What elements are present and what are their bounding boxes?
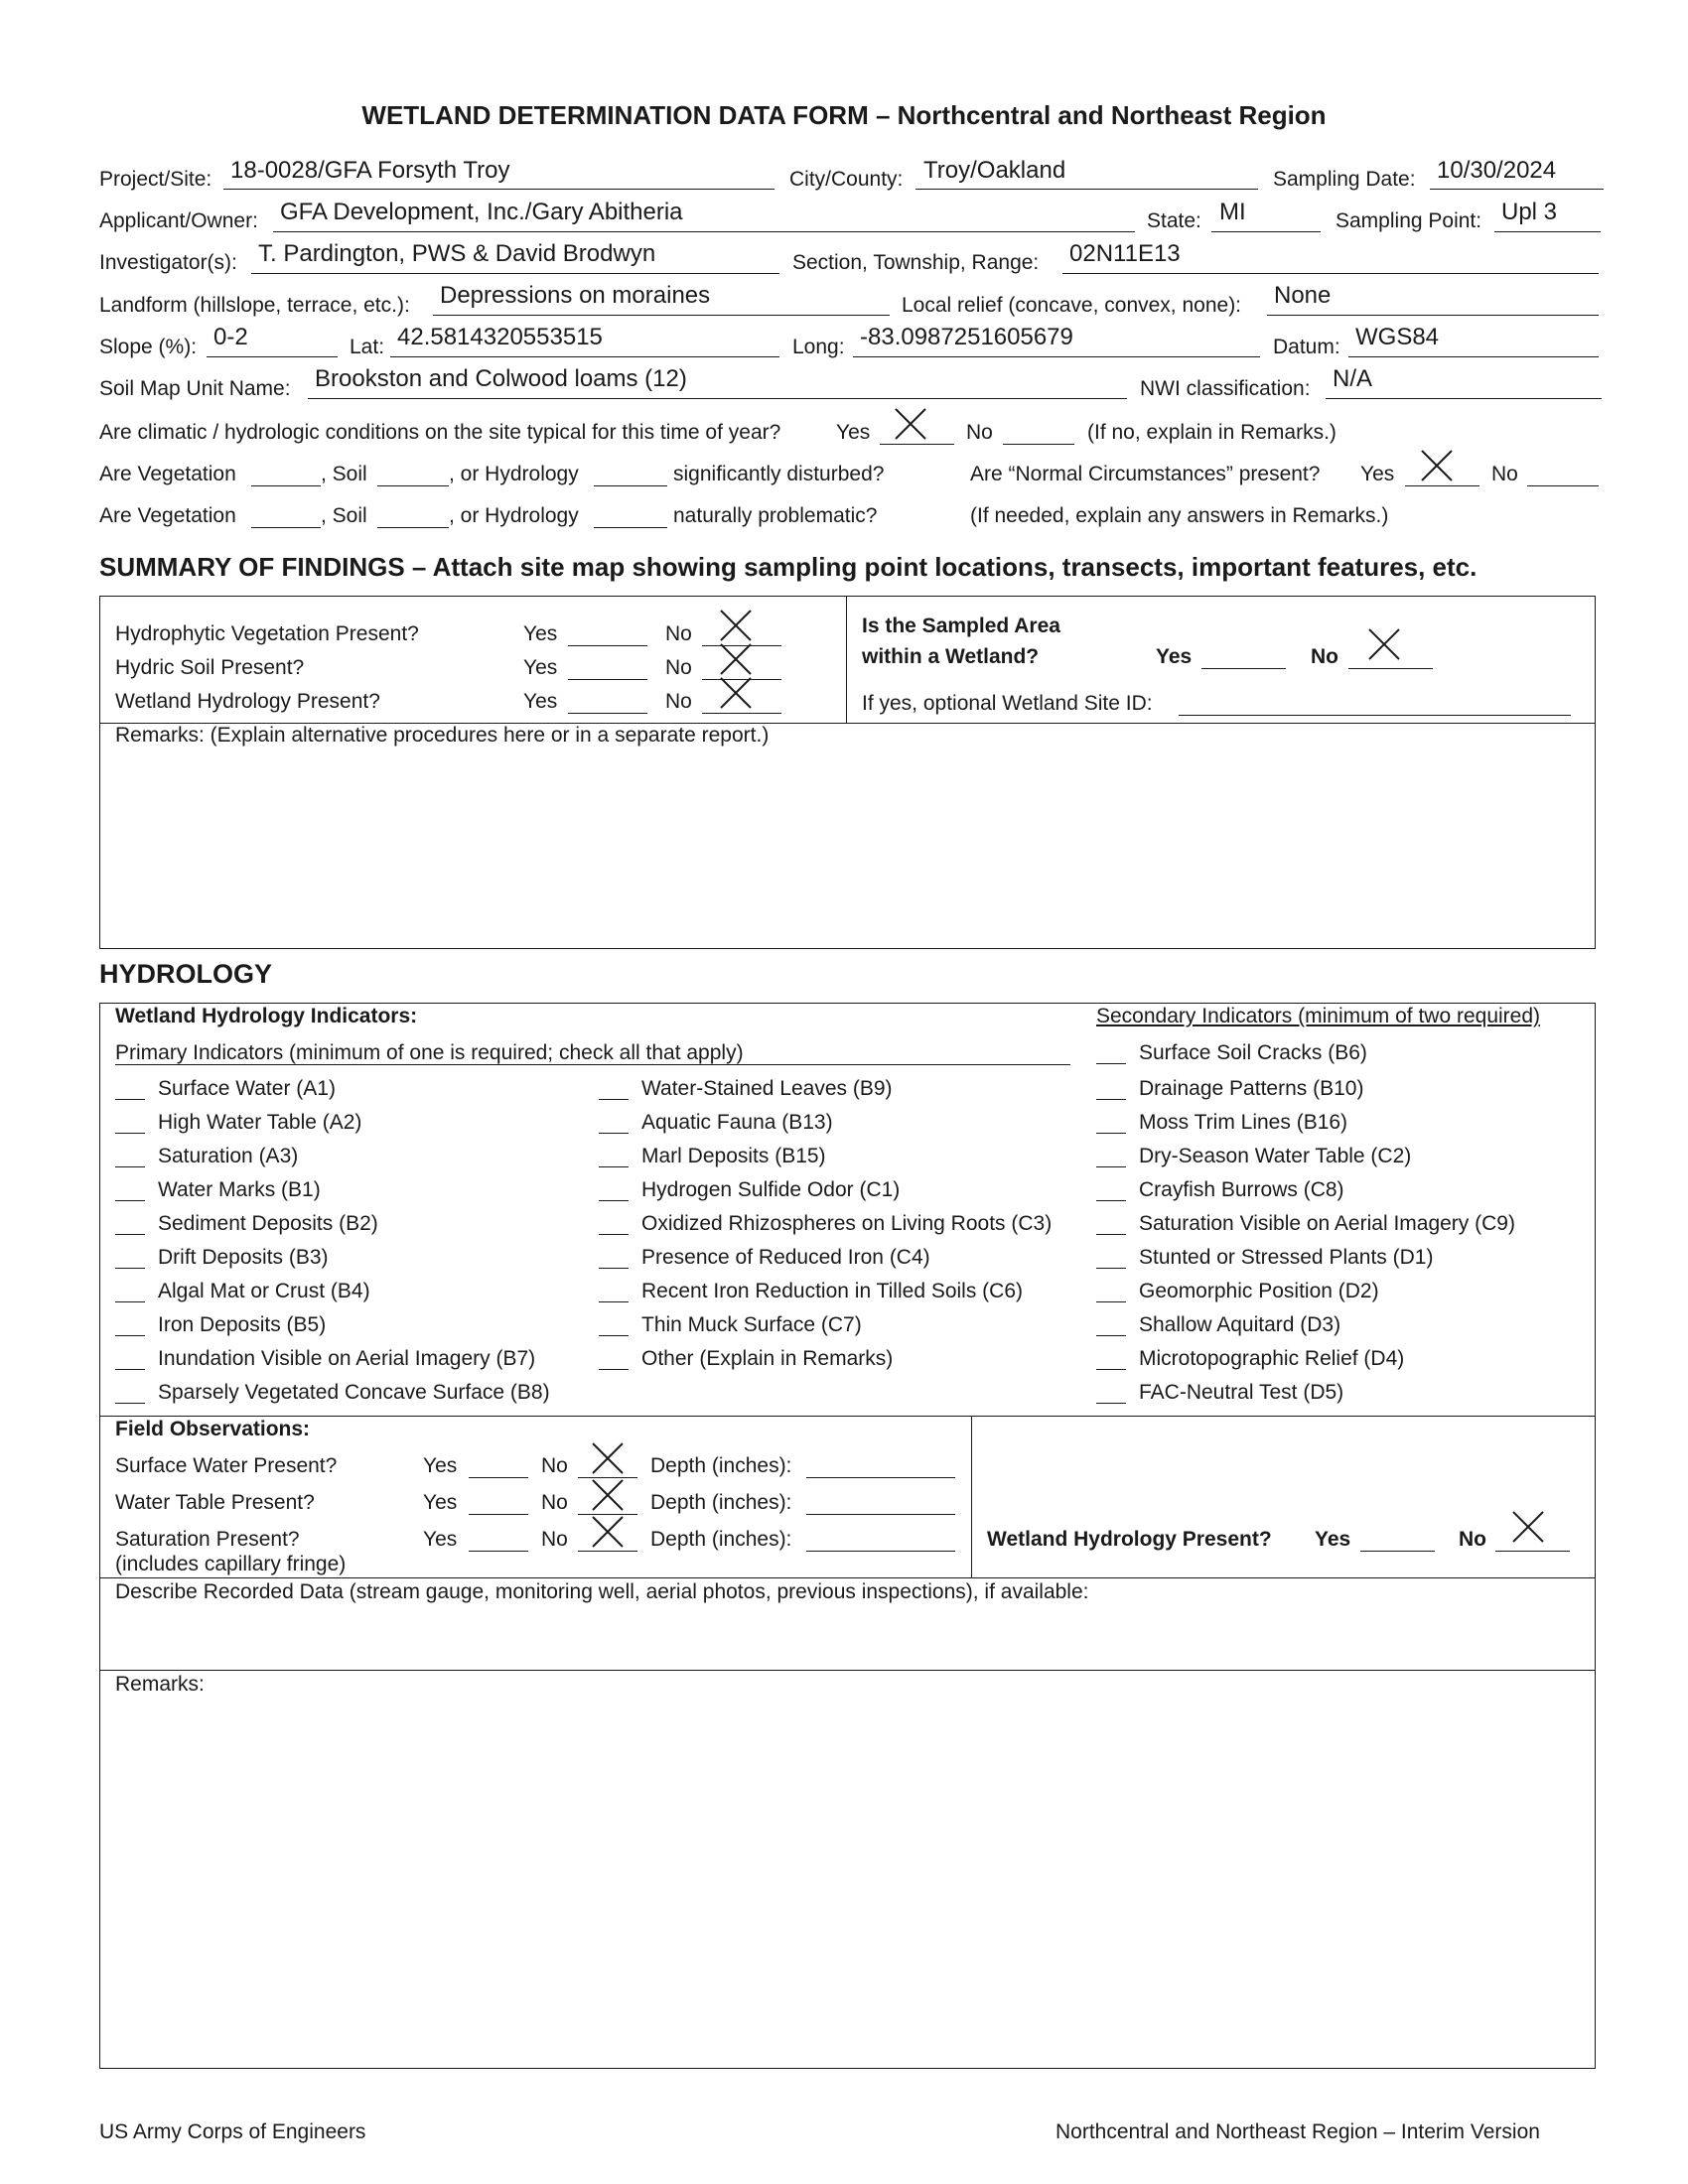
- indicator-label: Microtopographic Relief (D4): [1139, 1347, 1405, 1370]
- applicant-field[interactable]: GFA Development, Inc./Gary Abitheria: [280, 199, 683, 225]
- recorded-data-label: Describe Recorded Data (stream gauge, monitoring well, aerial photos, previous inspections), if available:: [115, 1580, 1089, 1603]
- soil-label: Soil Map Unit Name:: [99, 377, 291, 400]
- field-obs-yes-label: Yes: [423, 1454, 458, 1477]
- wetland-hydro-label: Wetland Hydrology Present?: [987, 1528, 1272, 1551]
- normal-circumstances-label: Are “Normal Circumstances” present?: [970, 463, 1321, 485]
- indicator-label: Iron Deposits (B5): [158, 1313, 327, 1336]
- nwi-label: NWI classification:: [1140, 377, 1311, 400]
- indicator-label: Moss Trim Lines (B16): [1139, 1111, 1348, 1134]
- sampled-area-line2: within a Wetland?: [862, 645, 1040, 668]
- indicator-label: Other (Explain in Remarks): [641, 1347, 894, 1370]
- point-field[interactable]: Upl 3: [1501, 199, 1558, 225]
- depth-label: Depth (inches):: [650, 1491, 792, 1514]
- sampled-no-label: No: [1311, 645, 1338, 668]
- x-mark-icon: [591, 1478, 625, 1512]
- indicator-label: Surface Soil Cracks (B6): [1139, 1041, 1367, 1064]
- landform-field[interactable]: Depressions on moraines: [440, 282, 711, 309]
- depth-label: Depth (inches):: [650, 1454, 792, 1477]
- indicator-checkbox[interactable]: [115, 1335, 145, 1336]
- primary-title: Primary Indicators (minimum of one is required; check all that apply): [115, 1041, 744, 1064]
- x-mark-icon: [1511, 1510, 1545, 1544]
- indicator-label: Water Marks (B1): [158, 1178, 321, 1201]
- state-label: State:: [1147, 209, 1201, 232]
- indicator-checkbox[interactable]: [115, 1268, 145, 1269]
- site-id-blank[interactable]: [1179, 715, 1571, 716]
- indicator-label: Stunted or Stressed Plants (D1): [1139, 1246, 1434, 1269]
- summary-remarks-label: Remarks: (Explain alternative procedures here or in a separate report.): [115, 724, 770, 747]
- field-obs-yes-label: Yes: [423, 1491, 458, 1514]
- soil-problematic-blank[interactable]: [377, 527, 449, 528]
- city-label: City/County:: [789, 168, 904, 191]
- soil-disturbed-label: , Soil: [321, 463, 367, 485]
- climatic-yes-label: Yes: [836, 421, 871, 444]
- x-mark-icon: [719, 642, 753, 676]
- slope-field[interactable]: 0-2: [213, 324, 248, 350]
- indicator-checkbox[interactable]: [115, 1403, 145, 1404]
- section-field[interactable]: 02N11E13: [1069, 240, 1181, 267]
- climatic-question: Are climatic / hydrologic conditions on the site typical for this time of year?: [99, 421, 781, 444]
- long-label: Long:: [792, 336, 845, 358]
- indicator-checkbox[interactable]: [599, 1369, 629, 1370]
- wetland-hydro-no-label: No: [1459, 1528, 1486, 1551]
- indicator-checkbox[interactable]: [599, 1301, 629, 1302]
- sampled-area-line1: Is the Sampled Area: [862, 614, 1060, 637]
- field-obs-no-label: No: [541, 1491, 568, 1514]
- footer-right: Northcentral and Northeast Region – Interim Version: [1055, 2120, 1540, 2143]
- recorded-data-area[interactable]: [101, 1606, 1594, 1668]
- applicant-label: Applicant/Owner:: [99, 209, 258, 232]
- indicator-label: Sediment Deposits (B2): [158, 1212, 378, 1235]
- date-label: Sampling Date:: [1273, 168, 1416, 191]
- summary-remarks-area[interactable]: [101, 754, 1594, 947]
- hydro-problematic-blank[interactable]: [594, 527, 667, 528]
- sampled-yes-label: Yes: [1156, 645, 1193, 668]
- indicator-checkbox[interactable]: [115, 1200, 145, 1201]
- hydrology-heading: HYDROLOGY: [99, 959, 273, 989]
- indicator-checkbox[interactable]: [1096, 1133, 1126, 1134]
- investigator-field[interactable]: T. Pardington, PWS & David Brodwyn: [258, 240, 656, 267]
- lat-label: Lat:: [350, 336, 385, 358]
- indicator-label: Shallow Aquitard (D3): [1139, 1313, 1341, 1336]
- summary-no-blank[interactable]: [702, 713, 781, 714]
- indicator-checkbox[interactable]: [1096, 1268, 1126, 1269]
- x-mark-icon: [591, 1515, 625, 1549]
- summary-heading: SUMMARY OF FINDINGS – Attach site map showing sampling point locations, transects, important features, etc.: [99, 552, 1477, 582]
- normal-no-label: No: [1491, 463, 1518, 485]
- date-field[interactable]: 10/30/2024: [1437, 157, 1557, 184]
- field-obs-yes-blank[interactable]: [469, 1477, 528, 1478]
- hydro-problematic-label: , or Hydrology: [449, 504, 579, 527]
- depth-field[interactable]: [806, 1477, 955, 1478]
- indicator-checkbox[interactable]: [115, 1166, 145, 1167]
- summary-yes-label: Yes: [523, 656, 558, 679]
- climatic-no-blank[interactable]: [1003, 444, 1074, 445]
- sampled-yes-blank[interactable]: [1201, 668, 1286, 669]
- nat-problematic-label: naturally problematic?: [673, 504, 878, 527]
- indicator-label: Saturation Visible on Aerial Imagery (C9): [1139, 1212, 1515, 1235]
- indicator-label: Algal Mat or Crust (B4): [158, 1280, 370, 1302]
- indicator-label: Inundation Visible on Aerial Imagery (B7): [158, 1347, 536, 1370]
- climatic-no-label: No: [966, 421, 993, 444]
- veg-problematic-blank[interactable]: [251, 527, 321, 528]
- summary-no-label: No: [665, 656, 692, 679]
- indicator-label: High Water Table (A2): [158, 1111, 362, 1134]
- field-obs-yes-label: Yes: [423, 1528, 458, 1551]
- indicator-checkbox[interactable]: [599, 1234, 629, 1235]
- indicator-checkbox[interactable]: [599, 1268, 629, 1269]
- sig-disturbed-label: significantly disturbed?: [673, 463, 885, 485]
- project-label: Project/Site:: [99, 168, 212, 191]
- summary-row-label: Wetland Hydrology Present?: [115, 690, 380, 713]
- indicator-checkbox[interactable]: [1096, 1063, 1126, 1064]
- sampled-no-blank[interactable]: [1348, 668, 1433, 669]
- indicator-label: Recent Iron Reduction in Tilled Soils (C6): [641, 1280, 1024, 1302]
- indicator-checkbox[interactable]: [599, 1166, 629, 1167]
- normal-no-blank[interactable]: [1527, 485, 1599, 486]
- landform-label: Landform (hillslope, terrace, etc.):: [99, 294, 410, 317]
- indicator-label: Surface Water (A1): [158, 1077, 336, 1100]
- summary-yes-blank[interactable]: [568, 713, 647, 714]
- indicators-title: Wetland Hydrology Indicators:: [115, 1005, 418, 1027]
- indicator-checkbox[interactable]: [1096, 1301, 1126, 1302]
- indicator-label: Oxidized Rhizospheres on Living Roots (C3): [641, 1212, 1053, 1235]
- indicator-checkbox[interactable]: [115, 1369, 145, 1370]
- hydro-disturbed-label: , or Hydrology: [449, 463, 579, 485]
- section-label: Section, Township, Range:: [792, 251, 1040, 274]
- slope-label: Slope (%):: [99, 336, 198, 358]
- indicator-checkbox[interactable]: [1096, 1099, 1126, 1100]
- field-obs-yes-blank[interactable]: [469, 1551, 528, 1552]
- normal-yes-label: Yes: [1360, 463, 1395, 485]
- soil-field[interactable]: Brookston and Colwood loams (12): [315, 365, 687, 392]
- x-mark-icon: [894, 407, 927, 441]
- indicator-checkbox[interactable]: [115, 1234, 145, 1235]
- indicator-label: Water-Stained Leaves (B9): [641, 1077, 893, 1100]
- x-mark-icon: [719, 676, 753, 710]
- wetland-hydro-yes-blank[interactable]: [1360, 1551, 1435, 1552]
- indicator-label: Saturation (A3): [158, 1145, 299, 1167]
- indicator-checkbox[interactable]: [1096, 1166, 1126, 1167]
- indicator-label: Dry-Season Water Table (C2): [1139, 1145, 1412, 1167]
- indicator-checkbox[interactable]: [599, 1133, 629, 1134]
- climatic-yes-blank[interactable]: [880, 444, 954, 445]
- normal-yes-blank[interactable]: [1405, 485, 1479, 486]
- veg-disturbed-label: Are Vegetation: [99, 463, 236, 485]
- summary-yes-blank[interactable]: [568, 679, 647, 680]
- hydrology-remarks-label: Remarks:: [115, 1673, 205, 1696]
- indicator-checkbox[interactable]: [599, 1099, 629, 1100]
- depth-field[interactable]: [806, 1551, 955, 1552]
- x-mark-icon: [719, 609, 753, 642]
- indicator-checkbox[interactable]: [599, 1200, 629, 1201]
- indicator-label: Presence of Reduced Iron (C4): [641, 1246, 930, 1269]
- indicator-label: Thin Muck Surface (C7): [641, 1313, 862, 1336]
- indicator-checkbox[interactable]: [115, 1301, 145, 1302]
- x-mark-icon: [1420, 449, 1454, 482]
- if-needed-note: (If needed, explain any answers in Remarks.): [970, 504, 1389, 527]
- point-label: Sampling Point:: [1336, 209, 1482, 232]
- field-obs-label: Saturation Present?: [115, 1528, 300, 1551]
- x-mark-icon: [591, 1441, 625, 1475]
- summary-yes-blank[interactable]: [568, 645, 647, 646]
- hydro-disturbed-blank[interactable]: [594, 485, 667, 486]
- field-obs-label: Water Table Present?: [115, 1491, 315, 1514]
- soil-disturbed-blank[interactable]: [377, 485, 449, 486]
- wetland-hydro-yes-label: Yes: [1315, 1528, 1351, 1551]
- summary-yes-label: Yes: [523, 690, 558, 713]
- field-obs-no-blank[interactable]: [578, 1551, 637, 1552]
- form-title: WETLAND DETERMINATION DATA FORM – Northcentral and Northeast Region: [361, 100, 1327, 130]
- x-mark-icon: [1367, 627, 1401, 661]
- indicator-label: Sparsely Vegetated Concave Surface (B8): [158, 1381, 550, 1404]
- relief-label: Local relief (concave, convex, none):: [902, 294, 1242, 317]
- veg-disturbed-blank[interactable]: [251, 485, 321, 486]
- site-id-label: If yes, optional Wetland Site ID:: [862, 692, 1153, 715]
- climatic-note: (If no, explain in Remarks.): [1087, 421, 1336, 444]
- field-obs-yes-blank[interactable]: [469, 1514, 528, 1515]
- state-field[interactable]: MI: [1219, 199, 1246, 225]
- indicator-checkbox[interactable]: [1096, 1403, 1126, 1404]
- indicator-label: Marl Deposits (B15): [641, 1145, 826, 1167]
- field-obs-title: Field Observations:: [115, 1418, 311, 1440]
- datum-field[interactable]: WGS84: [1355, 324, 1440, 350]
- investigator-label: Investigator(s):: [99, 251, 237, 274]
- field-obs-no-label: No: [541, 1454, 568, 1477]
- indicator-checkbox[interactable]: [599, 1335, 629, 1336]
- indicator-label: Hydrogen Sulfide Odor (C1): [641, 1178, 901, 1201]
- wetland-hydro-no-blank[interactable]: [1495, 1551, 1570, 1552]
- summary-yes-label: Yes: [523, 622, 558, 645]
- summary-row-label: Hydrophytic Vegetation Present?: [115, 622, 419, 645]
- nwi-field[interactable]: N/A: [1333, 365, 1373, 392]
- indicator-label: FAC-Neutral Test (D5): [1139, 1381, 1344, 1404]
- indicator-checkbox[interactable]: [115, 1099, 145, 1100]
- relief-field[interactable]: None: [1274, 282, 1332, 309]
- datum-label: Datum:: [1273, 336, 1340, 358]
- soil-problematic-label: , Soil: [321, 504, 367, 527]
- indicator-label: Drainage Patterns (B10): [1139, 1077, 1364, 1100]
- summary-no-label: No: [665, 690, 692, 713]
- indicator-label: Crayfish Burrows (C8): [1139, 1178, 1344, 1201]
- indicator-label: Drift Deposits (B3): [158, 1246, 329, 1269]
- indicator-label: Geomorphic Position (D2): [1139, 1280, 1379, 1302]
- veg-problematic-label: Are Vegetation: [99, 504, 236, 527]
- indicator-checkbox[interactable]: [1096, 1369, 1126, 1370]
- long-field[interactable]: -83.0987251605679: [860, 324, 1073, 350]
- summary-row-label: Hydric Soil Present?: [115, 656, 305, 679]
- indicator-checkbox[interactable]: [1096, 1234, 1126, 1235]
- footer-left: US Army Corps of Engineers: [99, 2120, 366, 2143]
- indicator-checkbox[interactable]: [1096, 1200, 1126, 1201]
- field-obs-label: Surface Water Present?: [115, 1454, 338, 1477]
- secondary-title: Secondary Indicators (minimum of two required): [1096, 1005, 1541, 1027]
- lat-field[interactable]: 42.5814320553515: [397, 324, 603, 350]
- capillary-note: (includes capillary fringe): [115, 1553, 347, 1575]
- field-obs-no-label: No: [541, 1528, 568, 1551]
- hydrology-remarks-area[interactable]: [101, 1700, 1594, 2067]
- indicator-checkbox[interactable]: [1096, 1335, 1126, 1336]
- indicator-checkbox[interactable]: [115, 1133, 145, 1134]
- indicator-label: Aquatic Fauna (B13): [641, 1111, 833, 1134]
- depth-label: Depth (inches):: [650, 1528, 792, 1551]
- city-field[interactable]: Troy/Oakland: [923, 157, 1066, 184]
- depth-field[interactable]: [806, 1514, 955, 1515]
- summary-no-label: No: [665, 622, 692, 645]
- project-field[interactable]: 18-0028/GFA Forsyth Troy: [230, 157, 510, 184]
